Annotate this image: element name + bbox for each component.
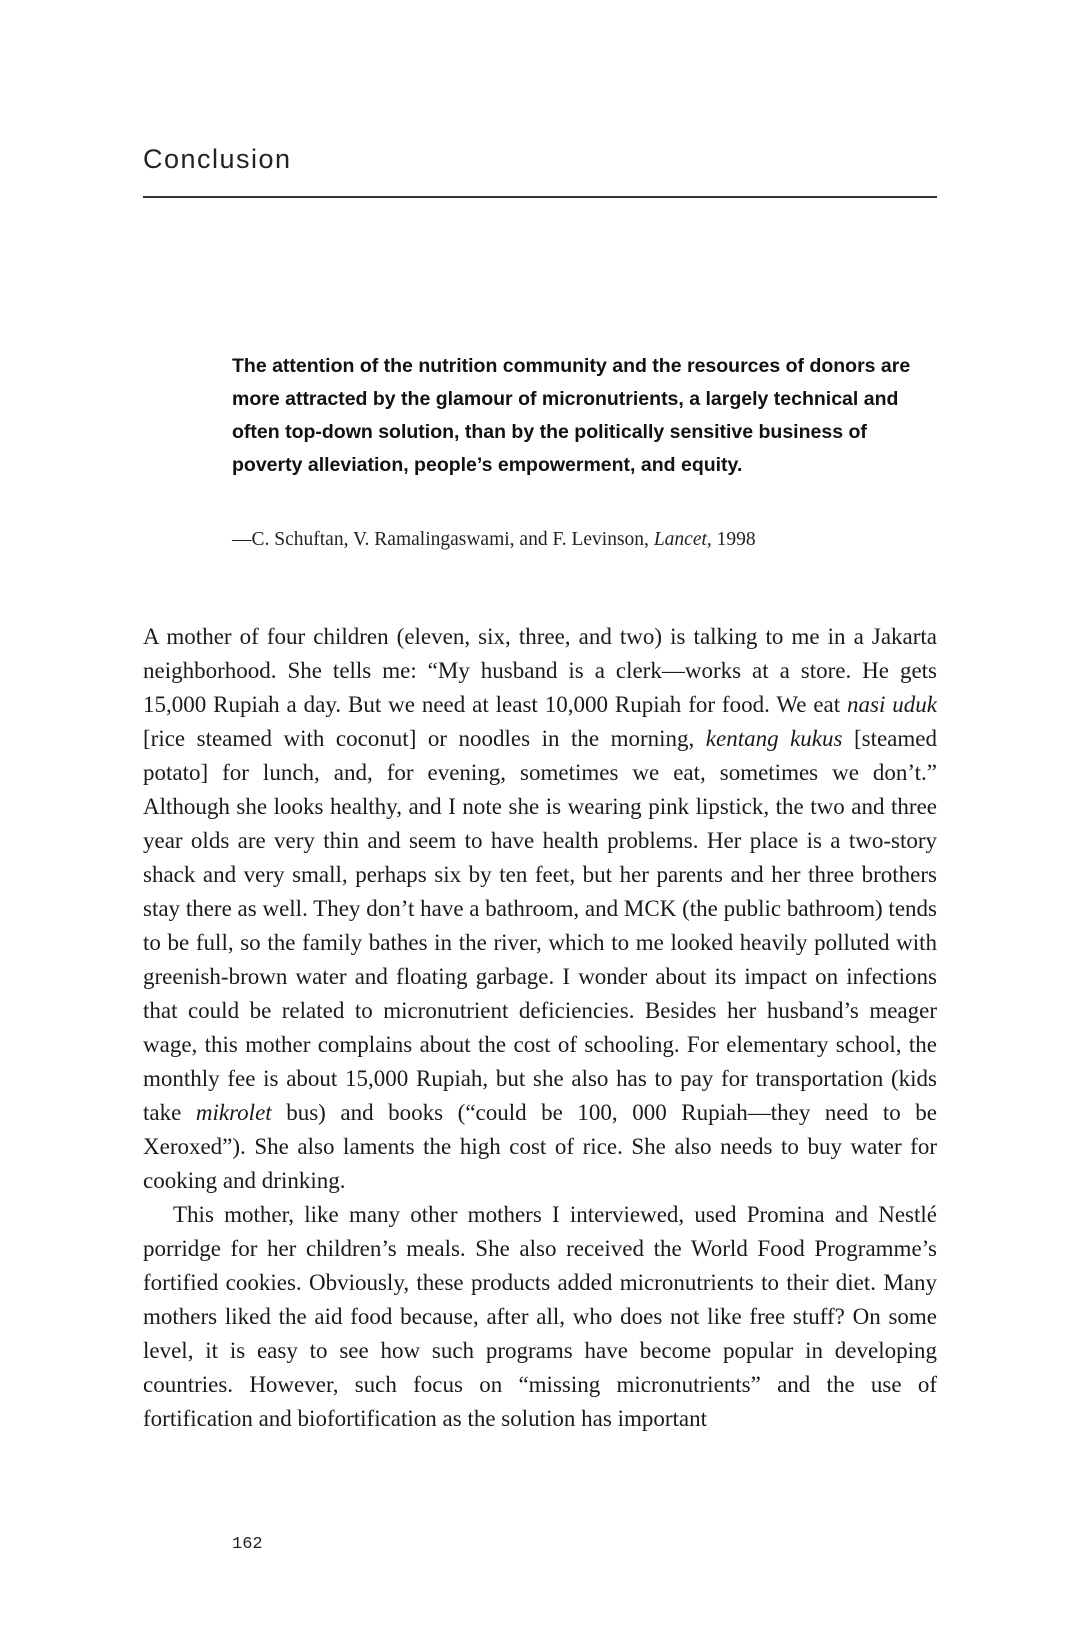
attribution-authors: —C. Schuftan, V. Ramalingaswami, and F. Levinson, (232, 529, 654, 550)
attribution-source: Lancet, (653, 529, 712, 550)
title-divider (143, 196, 937, 198)
italic-term-mikrolet: mikrolet (195, 1100, 272, 1125)
paragraph-1-text-b: [rice steamed with coconut] or noodles in the morning, (143, 726, 706, 751)
body-paragraph-1 (143, 620, 937, 1198)
epigraph-attribution (232, 526, 937, 554)
italic-term-nasi-uduk: nasi uduk (847, 692, 937, 717)
chapter-title: Conclusion (143, 144, 292, 174)
page-number: 162 (232, 1535, 263, 1554)
paragraph-1-text-a: A mother of four children (eleven, six, three, and two) is talking to me in a Jakarta neighborhood. She tells me: “My husband is a clerk—works at a store. He gets 15,000 Rupiah a day. But we need at least 10,000 Rupiah for food. We eat (143, 624, 937, 717)
body-paragraph-2: This mother, like many other mothers I interviewed, used Promina and Nestlé porridge for her children’s meals. She also received the World Food Programme’s fortified cookies. Obviously, these products added micronutrients to their diet. Many mothers liked the aid food because, after all, who does not like free stuff? On some level, it is easy to see how such programs have become popular in developing countries. However, such focus on “missing micronutrients” and the use of fortification and biofortification as the solution has important (143, 1202, 937, 1431)
paragraph-1-text-c: [steamed potato] for lunch, and, for evening, sometimes we eat, sometimes we don’t.” Although she looks healthy, and I note she is wearing pink lipstick, the two and three year olds are very thin and seem to have health problems. Her place is a two-story shack and very small, perhaps six by ten feet, but her parents and her three brothers stay there as well. They don’t have a bathroom, and MCK (the public bathroom) tends to be full, so the family bathes in the river, which to me looked heavily polluted with greenish-brown water and floating garbage. I wonder about its impact on infections that could be related to micronutrient deficiencies. Besides her husband’s meager wage, this mother complains about the cost of schooling. For elementary school, the monthly fee is about 15,000 Rupiah, but she also has to pay for transportation (kids take (143, 726, 937, 1125)
paragraph-1-text-d: bus) and books (“could be 100, 000 Rupiah—they need to be Xeroxed”). She also laments the high cost of rice. She also needs to buy water for cooking and drinking. (143, 1100, 938, 1193)
body-text (143, 620, 937, 1436)
epigraph-quote: The attention of the nutrition community and the resources of donors are more attracted by the glamour of micronutrients, a largely technical and often top-down solution, than by the politically sensitive business of poverty alleviation, people’s empowerment, and equity. (232, 355, 911, 476)
italic-term-kentang-kukus: kentang kukus (705, 726, 843, 751)
attribution-year: 1998 (711, 529, 756, 550)
